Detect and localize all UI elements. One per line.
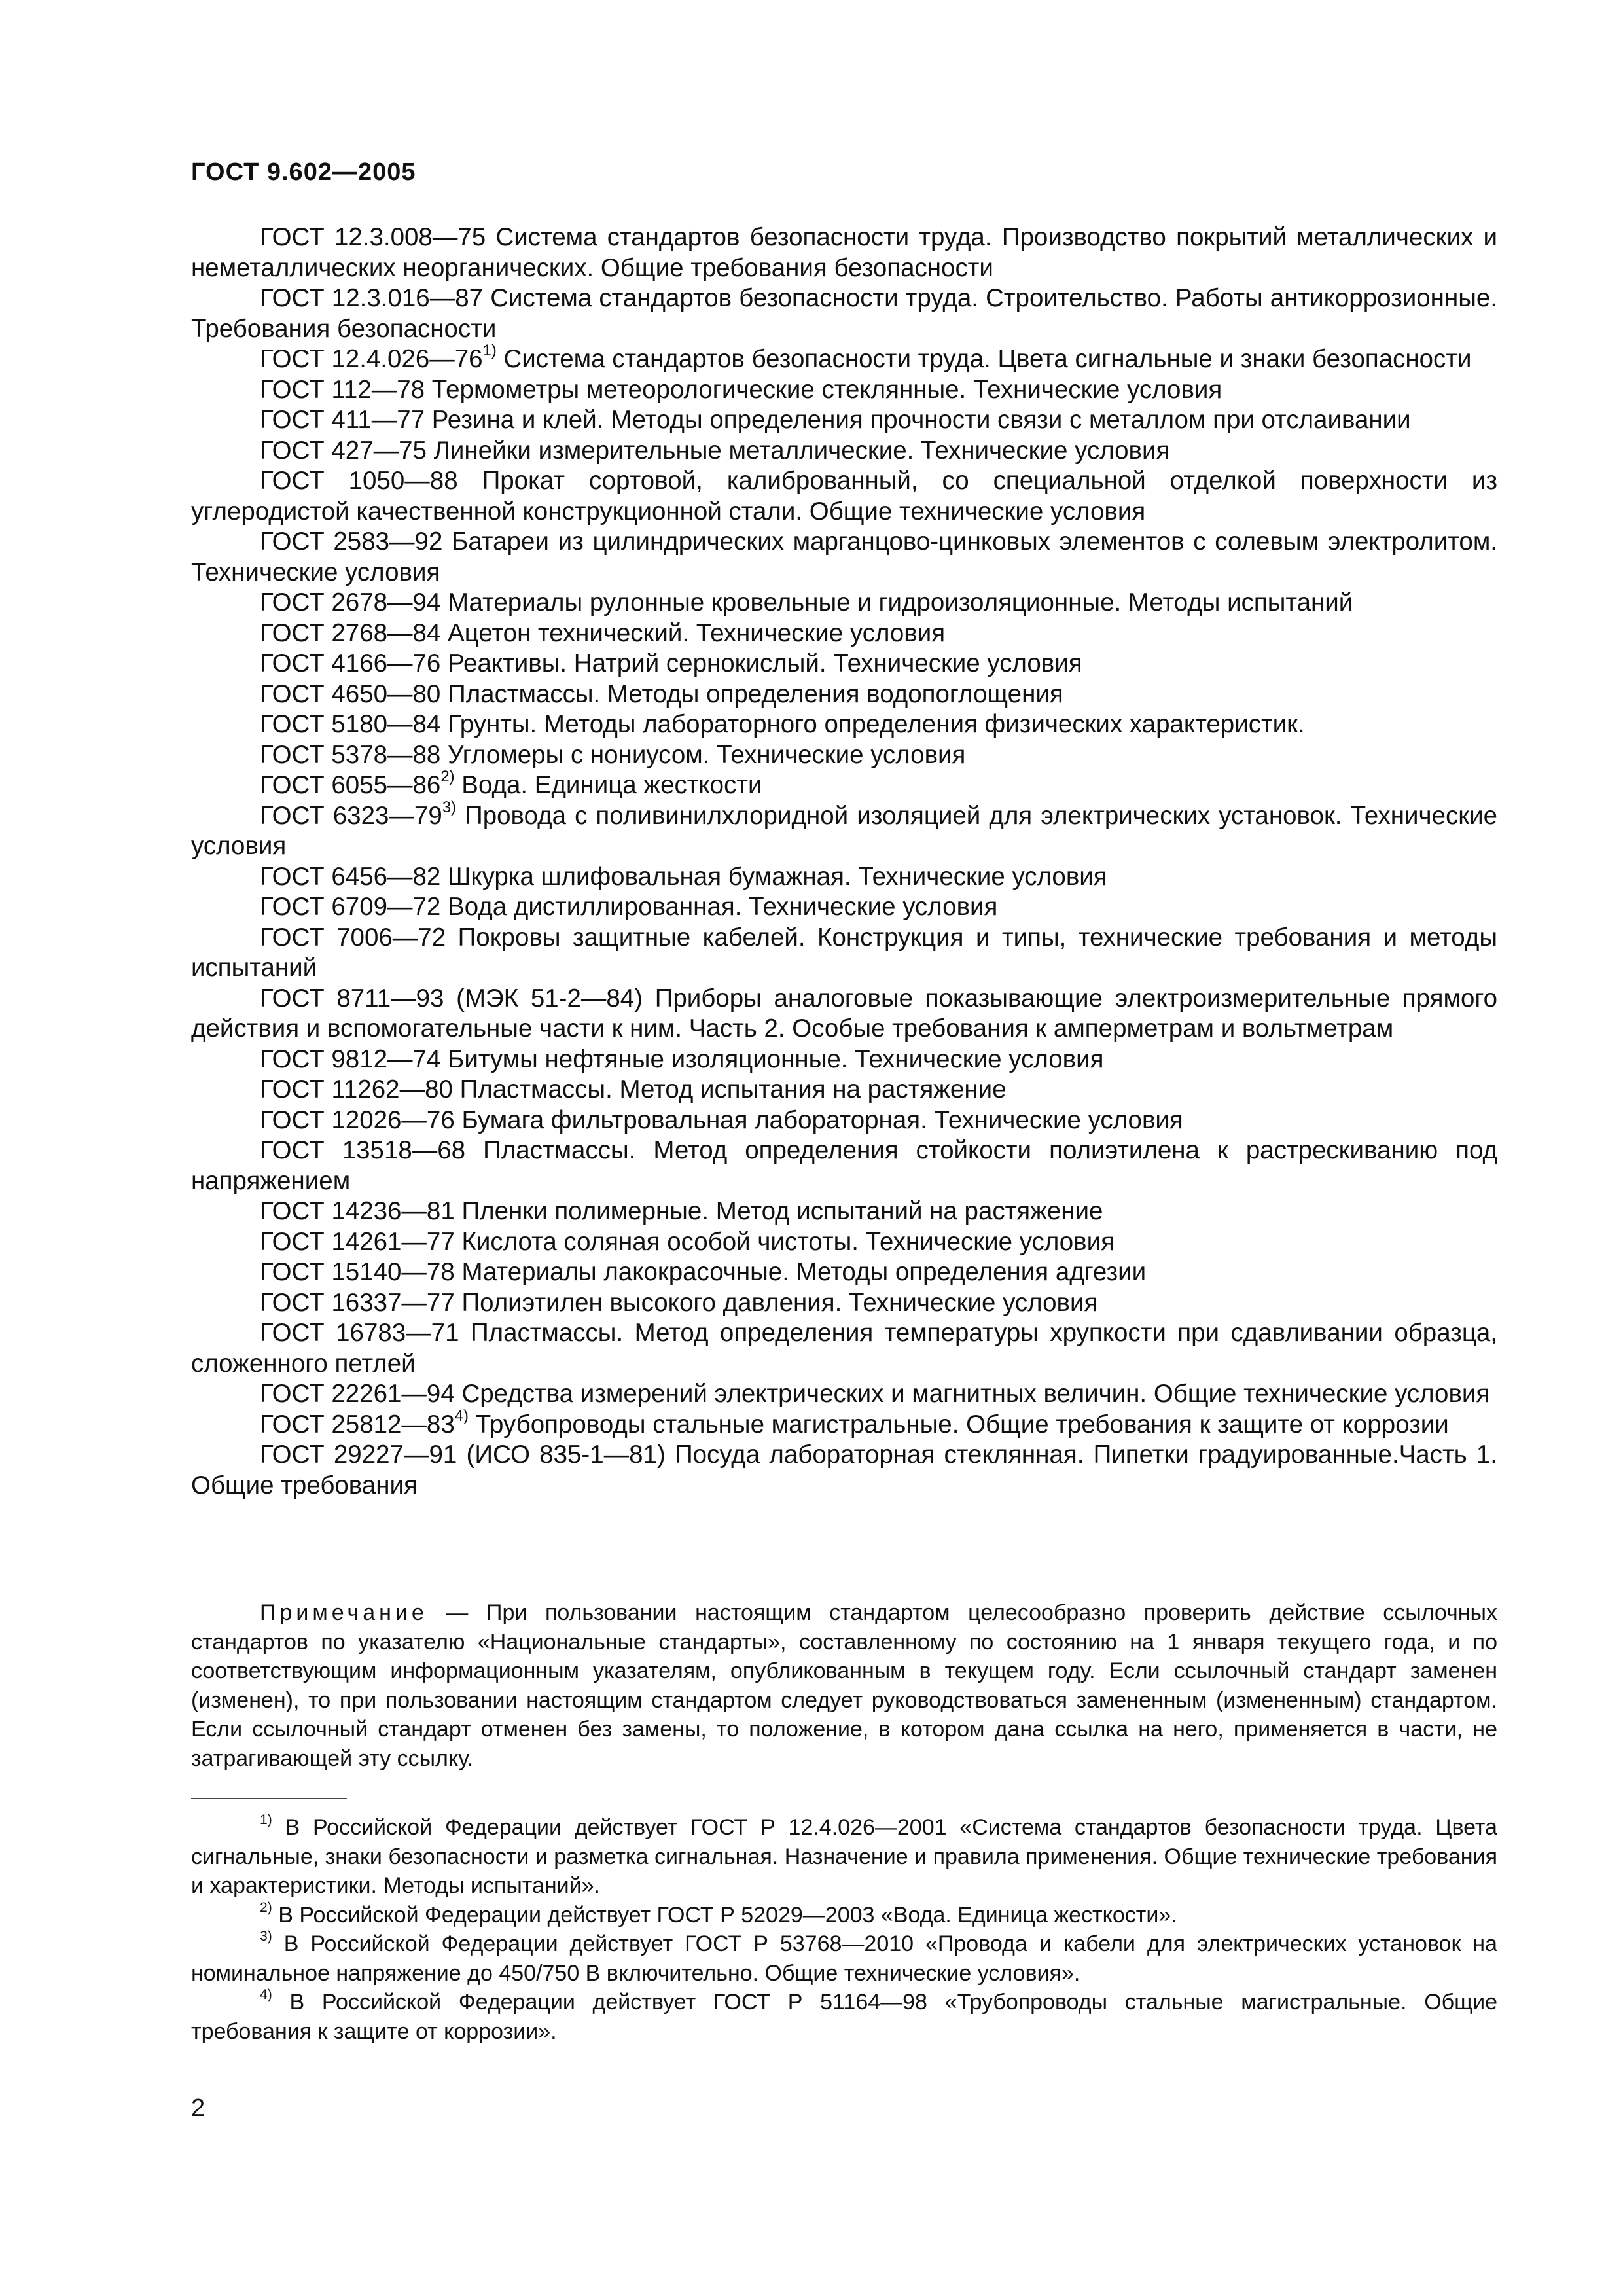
- reference-item: [191, 375, 1497, 406]
- reference-code: ГОСТ 12.4.026—76: [260, 345, 483, 373]
- reference-item: [191, 770, 1497, 801]
- note-paragraph: [191, 1598, 1497, 1773]
- reference-item: [191, 923, 1497, 984]
- reference-title: Трубопроводы стальные магистральные. Общие требования к защите от коррозии: [475, 1410, 1449, 1439]
- reference-code: ГОСТ 2583—92: [260, 528, 443, 556]
- reference-title: Система стандартов безопасности труда. Строительство. Работы антикоррозионные. Требования безопасности: [191, 284, 1497, 343]
- reference-title: Батареи из цилиндрических марганцово-цинковых элементов с солевым электролитом. Технические условия: [191, 528, 1498, 586]
- footnote-item: [191, 1813, 1497, 1901]
- footnote-text: В Российской Федерации действует ГОСТ Р 51164—98 «Трубопроводы стальные магистральные. Общие требования к защите от коррозии».: [191, 1990, 1497, 2044]
- reference-code: ГОСТ 25812—83: [260, 1410, 455, 1439]
- reference-item: [191, 283, 1497, 344]
- reference-item: [191, 1407, 1497, 1441]
- footnote-item: [191, 1929, 1497, 1988]
- reference-item: [191, 405, 1497, 436]
- reference-item: [191, 344, 1497, 375]
- reference-code: ГОСТ 6456—82: [260, 862, 441, 891]
- reference-title: Угломеры с нониусом. Технические условия: [448, 740, 966, 769]
- footnote-text: В Российской Федерации действует ГОСТ Р 52029—2003 «Вода. Единица жесткости».: [272, 1902, 1177, 1928]
- footnote-item: [191, 1901, 1497, 1930]
- reference-item: [191, 1440, 1497, 1501]
- reference-item: [191, 1318, 1497, 1379]
- reference-title: Линейки измерительные металлические. Технические условия: [433, 436, 1170, 465]
- reference-code: ГОСТ 16337—77: [260, 1288, 455, 1317]
- reference-title: Пластмассы. Метод определения стойкости полиэтилена к растрескиванию под напряжением: [191, 1136, 1497, 1195]
- reference-title: Материалы рулонные кровельные и гидроизоляционные. Методы испытаний: [448, 588, 1353, 617]
- reference-item: [191, 527, 1497, 588]
- footnote-marker: 1): [260, 1812, 272, 1828]
- reference-title: Грунты. Методы лабораторного определения физических характеристик.: [448, 710, 1305, 738]
- reference-title: Бумага фильтровальная лабораторная. Технические условия: [461, 1105, 1183, 1134]
- footnote-separator: [191, 1798, 347, 1799]
- reference-code: ГОСТ 4650—80: [260, 679, 441, 708]
- note-text: — При пользовании настоящим стандартом целесообразно проверить действие ссылочных стандартов по указателю «Национальные стандарты», составленному по состоянию на 1 января текущего года, и по соответствующим информационным указателям, опубликованным в текущем году. Если ссылочный стандарт заменен (изменен), то при пользовании настоящим стандартом следует руководствоваться замененным (измененным) стандартом. Если ссылочный стандарт отменен без замены, то положение, в котором дана ссылка на него, применяется в части, не затрагивающей эту ссылку.: [191, 1600, 1497, 1771]
- reference-title: Средства измерений электрических и магнитных величин. Общие технические условия: [461, 1380, 1490, 1408]
- reference-item: [191, 984, 1497, 1045]
- reference-item: [191, 862, 1497, 893]
- footnote-text: В Российской Федерации действует ГОСТ Р 12.4.026—2001 «Система стандартов безопасности труда. Цвета сигнальные, знаки безопасности и разметка сигнальная. Назначение и правила применения. Общие технические требования и характеристики. Методы испытаний».: [191, 1815, 1497, 1898]
- reference-code: ГОСТ 12.3.008—75: [260, 223, 486, 251]
- footnote-marker: 2): [260, 1899, 272, 1915]
- reference-code: ГОСТ 15140—78: [260, 1258, 455, 1286]
- reference-code: ГОСТ 2678—94: [260, 588, 441, 617]
- reference-title: Система стандартов безопасности труда. Производство покрытий металлических и неметаллических неорганических. Общие требования безопасности: [191, 223, 1498, 282]
- reference-item: [191, 649, 1497, 679]
- reference-title: Система стандартов безопасности труда. Цвета сигнальные и знаки безопасности: [503, 345, 1472, 373]
- reference-item: [191, 1075, 1497, 1105]
- footnote-mark: 4): [454, 1407, 469, 1425]
- footnote-mark: 2): [440, 768, 455, 786]
- reference-title: (ИСО 835-1—81) Посуда лабораторная стеклянная. Пипетки градуированные.Часть 1. Общие требования: [191, 1441, 1497, 1499]
- footnote-mark: 1): [482, 342, 497, 360]
- reference-item: [191, 588, 1497, 619]
- footnote-mark: 3): [442, 798, 456, 816]
- reference-title: Пластмассы. Методы определения водопоглощения: [448, 679, 1063, 708]
- reference-title: Провода с поливинилхлоридной изоляцией для электрических установок. Технические условия: [191, 801, 1497, 860]
- reference-code: ГОСТ 411—77: [260, 406, 425, 434]
- reference-item: [191, 436, 1497, 467]
- reference-item: [191, 1045, 1497, 1075]
- footnote-marker: 4): [260, 1987, 272, 2003]
- reference-item: [191, 679, 1497, 710]
- reference-title: Вода дистиллированная. Технические условия: [448, 893, 998, 921]
- reference-item: [191, 1257, 1497, 1288]
- reference-code: ГОСТ 1050—88: [260, 467, 458, 495]
- reference-item: [191, 1105, 1497, 1136]
- footnote-item: [191, 1988, 1497, 2046]
- page-header-title: ГОСТ 9.602—2005: [191, 158, 416, 186]
- reference-title: (МЭК 51-2—84) Приборы аналоговые показывающие электроизмерительные прямого действия и вспомогательные части к ним. Часть 2. Особые требования к амперметрам и вольтметрам: [191, 984, 1497, 1043]
- reference-code: ГОСТ 6323—79: [260, 801, 442, 830]
- reference-item: [191, 223, 1497, 283]
- reference-title: Шкурка шлифовальная бумажная. Технические условия: [448, 862, 1107, 891]
- reference-title: Термометры метеорологические стеклянные. Технические условия: [431, 375, 1222, 404]
- reference-code: ГОСТ 14236—81: [260, 1197, 455, 1225]
- reference-title: Кислота соляная особой чистоты. Технические условия: [461, 1227, 1115, 1256]
- reference-code: ГОСТ 8711—93: [260, 984, 444, 1013]
- reference-code: ГОСТ 29227—91: [260, 1441, 457, 1469]
- reference-code: ГОСТ 4166—76: [260, 649, 441, 677]
- reference-code: ГОСТ 6709—72: [260, 893, 441, 921]
- reference-item: [191, 1136, 1497, 1196]
- reference-title: Битумы нефтяные изоляционные. Технические условия: [448, 1045, 1104, 1073]
- reference-code: ГОСТ 5378—88: [260, 740, 441, 769]
- reference-item: [191, 466, 1497, 527]
- reference-title: Пленки полимерные. Метод испытаний на растяжение: [461, 1197, 1103, 1225]
- footnote-marker: 3): [260, 1929, 272, 1945]
- reference-code: ГОСТ 6055—86: [260, 771, 441, 799]
- reference-item: [191, 892, 1497, 923]
- reference-code: ГОСТ 11262—80: [260, 1075, 453, 1103]
- reference-code: ГОСТ 7006—72: [260, 923, 446, 952]
- reference-title: Полиэтилен высокого давления. Технические условия: [461, 1288, 1098, 1317]
- reference-code: ГОСТ 5180—84: [260, 710, 441, 738]
- footnotes-list: [191, 1813, 1497, 2046]
- reference-item: [191, 709, 1497, 740]
- reference-item: [191, 1288, 1497, 1319]
- reference-code: ГОСТ 2768—84: [260, 619, 441, 647]
- reference-title: Пластмассы. Метод определения температуры хрупкости при сдавливании образца, сложенного петлей: [191, 1319, 1497, 1378]
- reference-code: ГОСТ 12.3.016—87: [260, 284, 484, 312]
- reference-code: ГОСТ 16783—71: [260, 1319, 459, 1347]
- reference-item: [191, 1196, 1497, 1227]
- reference-title: Ацетон технический. Технические условия: [448, 619, 946, 647]
- reference-code: ГОСТ 427—75: [260, 436, 427, 465]
- reference-title: Материалы лакокрасочные. Методы определения адгезии: [461, 1258, 1147, 1286]
- footnote-text: В Российской Федерации действует ГОСТ Р 53768—2010 «Провода и кабели для электрических установок на номинальное напряжение до 450/750 В включительно. Общие технические условия».: [191, 1931, 1497, 1986]
- reference-item: [191, 1379, 1497, 1410]
- reference-code: ГОСТ 13518—68: [260, 1136, 466, 1164]
- reference-item: [191, 798, 1497, 862]
- reference-title: Вода. Единица жесткости: [461, 771, 762, 799]
- reference-code: ГОСТ 9812—74: [260, 1045, 441, 1073]
- reference-title: Резина и клей. Методы определения прочности связи с металлом при отслаивании: [431, 406, 1411, 434]
- page-number: 2: [191, 2094, 205, 2122]
- reference-title: Пластмассы. Метод испытания на растяжение: [459, 1075, 1007, 1103]
- reference-code: ГОСТ 14261—77: [260, 1227, 455, 1256]
- note-label: Примечание: [260, 1600, 428, 1625]
- reference-title: Реактивы. Натрий сернокислый. Технические условия: [448, 649, 1082, 677]
- reference-item: [191, 1227, 1497, 1258]
- reference-code: ГОСТ 22261—94: [260, 1380, 455, 1408]
- reference-code: ГОСТ 12026—76: [260, 1105, 455, 1134]
- reference-title: Покровы защитные кабелей. Конструкция и типы, технические требования и методы испытаний: [191, 923, 1498, 982]
- normative-references-list: [191, 223, 1497, 1501]
- reference-item: [191, 740, 1497, 771]
- reference-item: [191, 619, 1497, 649]
- reference-code: ГОСТ 112—78: [260, 375, 425, 404]
- reference-title: Прокат сортовой, калиброванный, со специальной отделкой поверхности из углеродистой качественной конструкционной стали. Общие технические условия: [191, 467, 1498, 526]
